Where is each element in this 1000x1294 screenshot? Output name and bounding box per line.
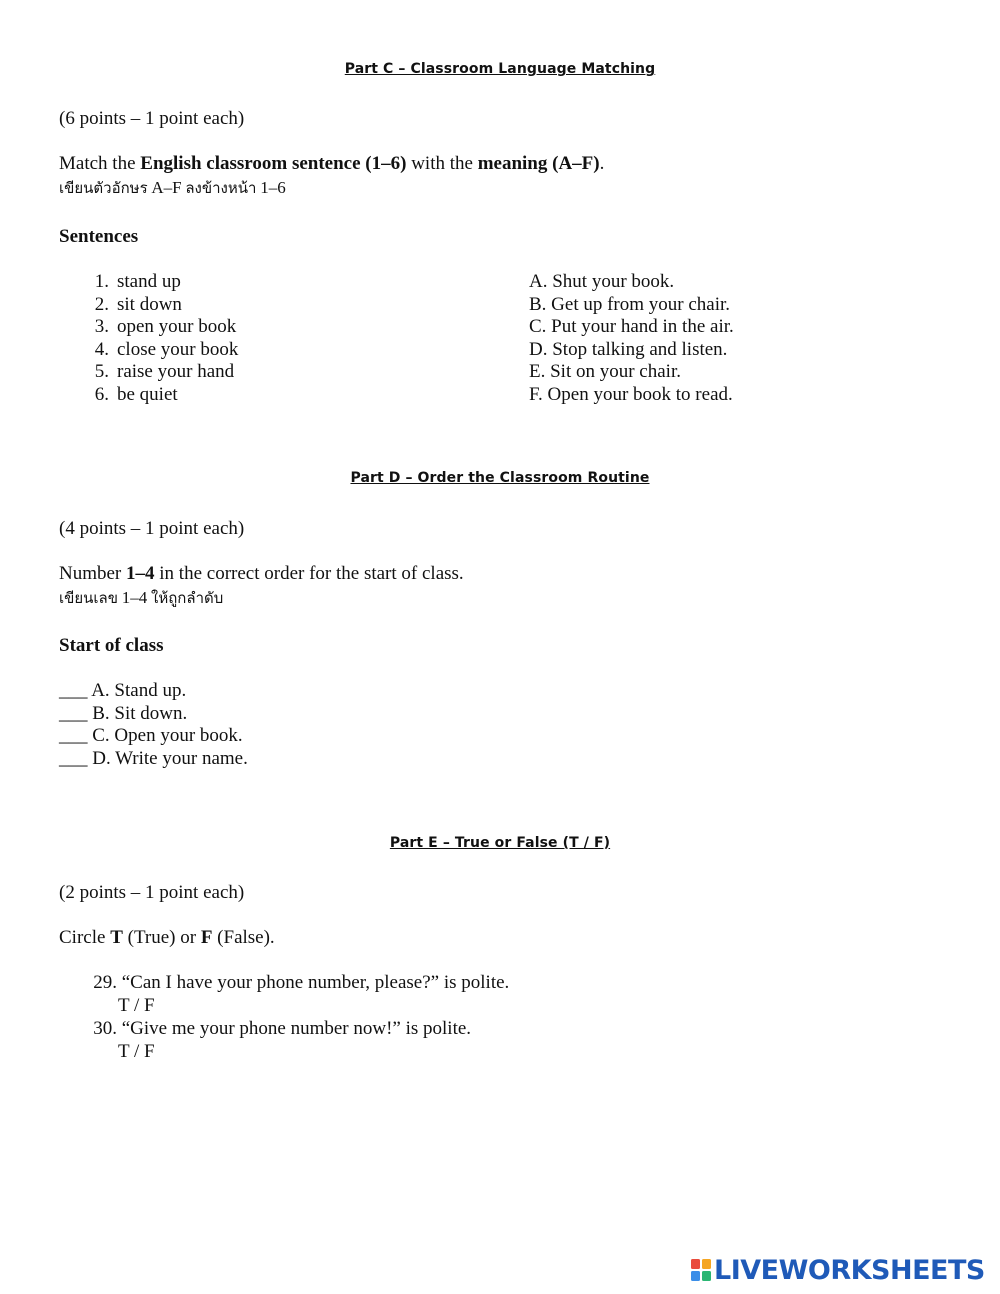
- sentence-number: 2.: [94, 293, 109, 315]
- sentence-item: [87, 384, 238, 406]
- sentence-item: [87, 316, 238, 338]
- question-text: “Give me your phone number now!” is polite.: [121, 1018, 472, 1039]
- routine-item: [59, 725, 248, 747]
- sentence-item: [87, 271, 238, 293]
- thai-text: ลงข้างหน้า: [181, 181, 261, 197]
- answer-blank[interactable]: ___: [59, 747, 88, 769]
- part-e-heading: Part E – True or False (T / F): [389, 835, 611, 851]
- instr-bold: T: [110, 927, 123, 948]
- sentence-text: be quiet: [117, 383, 178, 405]
- instr-text: (False).: [212, 927, 275, 948]
- sentence-item: [87, 339, 238, 361]
- routine-text: B. Sit down.: [92, 702, 188, 724]
- instr-bold: meaning (A–F): [477, 153, 600, 174]
- part-d-thai-instructions: [59, 589, 223, 608]
- part-d-subheading: Start of class: [59, 635, 164, 656]
- sentence-text: sit down: [117, 293, 182, 315]
- meaning-item: A. Shut your book.: [529, 271, 675, 292]
- question-number: 29.: [93, 972, 117, 993]
- thai-text: 1–4: [121, 588, 148, 607]
- part-e-instructions: [59, 927, 275, 949]
- instr-text: in the correct order for the start of class.: [154, 563, 464, 584]
- sentence-text: raise your hand: [117, 361, 235, 382]
- part-c-heading: Part C – Classroom Language Matching: [344, 61, 656, 77]
- sentence-text: stand up: [117, 271, 181, 292]
- meaning-item: E. Sit on your chair.: [529, 361, 681, 382]
- sentence-number: 1.: [94, 271, 109, 292]
- meanings-list: [529, 271, 734, 406]
- meaning-item: B. Get up from your chair.: [529, 293, 731, 315]
- part-c-thai-instructions: [59, 179, 286, 198]
- meaning-item: D. Stop talking and listen.: [529, 338, 728, 360]
- routine-text: A. Stand up.: [91, 680, 187, 701]
- instr-bold: English classroom sentence (1–6): [140, 153, 407, 174]
- routine-item: [59, 703, 248, 725]
- sentences-list: [87, 271, 238, 406]
- sentence-text: close your book: [117, 338, 239, 360]
- thai-text: เขียนเลข: [59, 591, 122, 607]
- routine-item: [59, 680, 248, 702]
- sentence-number: 4.: [94, 338, 109, 360]
- answer-blank[interactable]: ___: [59, 725, 88, 746]
- thai-text: A–F: [151, 178, 182, 197]
- instr-text: Number: [59, 563, 127, 584]
- part-e-points: (2 points – 1 point each): [59, 882, 245, 903]
- liveworksheets-logo: [690, 1254, 985, 1286]
- answer-blank[interactable]: ___: [59, 702, 88, 724]
- question-number: 30.: [93, 1018, 117, 1039]
- answer-blank[interactable]: ___: [59, 680, 88, 701]
- thai-text: ให้ถูกลำดับ: [147, 591, 224, 607]
- tf-questions: [87, 972, 509, 1063]
- instr-bold: 1–4: [126, 563, 155, 584]
- instr-text: (True) or: [122, 927, 201, 948]
- question-text: “Can I have your phone number, please?” is polite.: [121, 972, 510, 993]
- sentence-number: 6.: [94, 383, 109, 405]
- routine-text: C. Open your book.: [92, 725, 243, 746]
- sentence-text: open your book: [117, 316, 237, 337]
- thai-text: เขียนตัวอักษร: [59, 181, 152, 197]
- sentence-number: 3.: [94, 316, 109, 337]
- sentence-number: 5.: [94, 361, 109, 382]
- thai-text: 1–6: [260, 178, 286, 197]
- meaning-item: F. Open your book to read.: [529, 383, 733, 405]
- liveworksheets-icon: [690, 1258, 712, 1282]
- sentence-item: [87, 361, 238, 383]
- tf-question: [87, 972, 509, 994]
- meaning-item: C. Put your hand in the air.: [529, 316, 734, 337]
- instr-text: with the: [406, 153, 478, 174]
- instr-text: Circle: [59, 927, 111, 948]
- routine-item: [59, 748, 248, 770]
- part-d-heading: Part D – Order the Classroom Routine: [350, 470, 650, 486]
- logo-text: LIVEWORKSHEETS: [714, 1254, 985, 1286]
- part-c-instructions: [59, 153, 604, 175]
- sentence-item: [87, 294, 238, 316]
- instr-text: .: [599, 153, 605, 174]
- part-c-points: (6 points – 1 point each): [59, 108, 245, 129]
- part-c-subheading: Sentences: [59, 226, 139, 247]
- part-d-points: (4 points – 1 point each): [59, 518, 245, 539]
- tf-answer[interactable]: T / F: [118, 1041, 155, 1062]
- part-d-instructions: [59, 563, 464, 585]
- routine-text: D. Write your name.: [92, 747, 248, 769]
- tf-answer[interactable]: T / F: [118, 995, 155, 1016]
- routine-list: [59, 680, 248, 770]
- instr-text: Match the: [59, 153, 141, 174]
- instr-bold: F: [200, 927, 213, 948]
- tf-question: [87, 1018, 509, 1040]
